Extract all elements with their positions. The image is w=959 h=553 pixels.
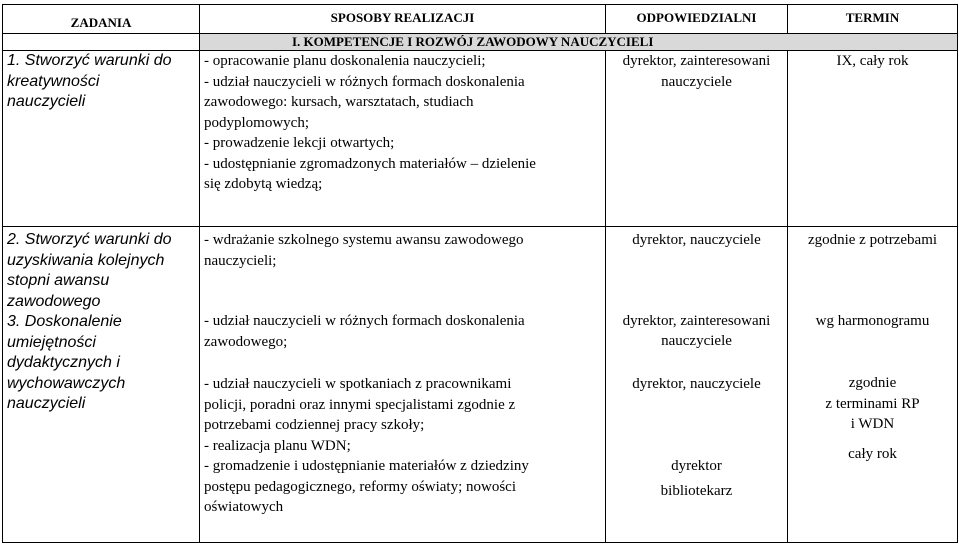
deadline-line: z terminami RP	[825, 395, 920, 412]
method-line: zawodowego: kursach, warsztatach, studiach	[204, 94, 474, 110]
responsible-cell-1	[606, 51, 788, 227]
deadline-line: cały rok	[848, 445, 897, 462]
deadline-line: wg harmonogramu	[815, 312, 930, 329]
responsible-line: dyrektor, nauczyciele	[632, 232, 761, 248]
task-line: wychowawczych	[7, 374, 126, 392]
header-row	[3, 5, 958, 34]
method-line: - udział nauczycieli w różnych formach doskonalenia	[204, 73, 525, 90]
deadline-cell-2	[788, 227, 958, 543]
header-responsible: ODPOWIEDZIALNI	[606, 5, 788, 34]
task-line: zawodowego	[7, 292, 101, 310]
method-line: - wdrażanie szkolnego systemu awansu zawodowego	[204, 232, 524, 248]
deadline-line: i WDN	[850, 416, 895, 432]
task-line: dydaktycznych i	[7, 354, 120, 371]
responsible-line: dyrektor, zainteresowani	[622, 53, 771, 69]
method-line: potrzebami codziennej pracy szkoły;	[204, 417, 425, 433]
table-row-2	[3, 227, 958, 543]
task-line: 2. Stworzyć warunki do	[7, 231, 172, 248]
method-line: nauczycieli;	[204, 252, 277, 269]
responsible-line: dyrektor, nauczyciele	[632, 375, 761, 392]
task-line: nauczycieli	[7, 395, 86, 412]
method-line: - udział nauczycieli w spotkaniach z pracownikami	[204, 376, 512, 392]
methods-cell-2	[200, 227, 606, 543]
method-line: - realizacja planu WDN;	[204, 437, 351, 454]
responsible-cell-2	[606, 227, 788, 543]
responsible-line: dyrektor, zainteresowani	[622, 312, 771, 329]
deadline-line: IX, cały rok	[836, 53, 909, 69]
method-line: oświatowych	[204, 499, 284, 515]
methods-cell-1	[200, 51, 606, 227]
deadline-cell-1	[788, 51, 958, 227]
method-line: postępu pedagogicznego, reformy oświaty; nowości	[204, 478, 517, 495]
method-line: - udostępnianie zgromadzonych materiałów – dzielenie	[204, 155, 536, 172]
deadline-line: zgodnie	[848, 375, 897, 391]
method-line: podyplomowych;	[204, 114, 309, 131]
task-line: nauczycieli	[7, 93, 86, 110]
section-row	[3, 34, 958, 51]
table-row-1	[3, 51, 958, 227]
header-tasks: ZADANIA	[3, 5, 200, 34]
method-line: - prowadzenie lekcji otwartych;	[204, 135, 395, 151]
method-line: zawodowego;	[204, 333, 288, 350]
header-deadline: TERMIN	[788, 5, 958, 34]
responsible-line: nauczyciele	[661, 333, 732, 349]
deadline-line: zgodnie z potrzebami	[807, 232, 938, 248]
header-methods: SPOSOBY REALIZACJI	[200, 5, 606, 34]
section-title-spacer	[3, 34, 200, 51]
task-line: stopni awansu	[7, 272, 110, 289]
task-line: kreatywności	[7, 72, 100, 90]
method-line: policji, poradni oraz innymi specjalistami zgodnie z	[204, 396, 516, 413]
section-title: I. KOMPETENCJE I ROZWÓJ ZAWODOWY NAUCZYCIELI	[200, 34, 958, 51]
task-cell-1	[3, 51, 200, 227]
method-line: - opracowanie planu doskonalenia nauczycieli;	[204, 53, 486, 69]
task-line: uzyskiwania kolejnych	[7, 251, 165, 269]
task-line: 1. Stworzyć warunki do	[7, 52, 172, 69]
task-line: 3. Doskonalenie	[7, 313, 122, 330]
method-line: się zdobytą wiedzą;	[204, 176, 323, 192]
responsible-line: dyrektor	[671, 458, 722, 474]
responsible-line: bibliotekarz	[660, 482, 733, 499]
method-line: - udział nauczycieli w różnych formach doskonalenia	[204, 313, 525, 329]
plan-table	[2, 4, 958, 543]
method-line: - gromadzenie i udostępnianie materiałów z dziedziny	[204, 458, 529, 474]
task-cell-2	[3, 227, 200, 543]
responsible-line: nauczyciele	[661, 73, 732, 90]
task-line: umiejętności	[7, 333, 96, 351]
